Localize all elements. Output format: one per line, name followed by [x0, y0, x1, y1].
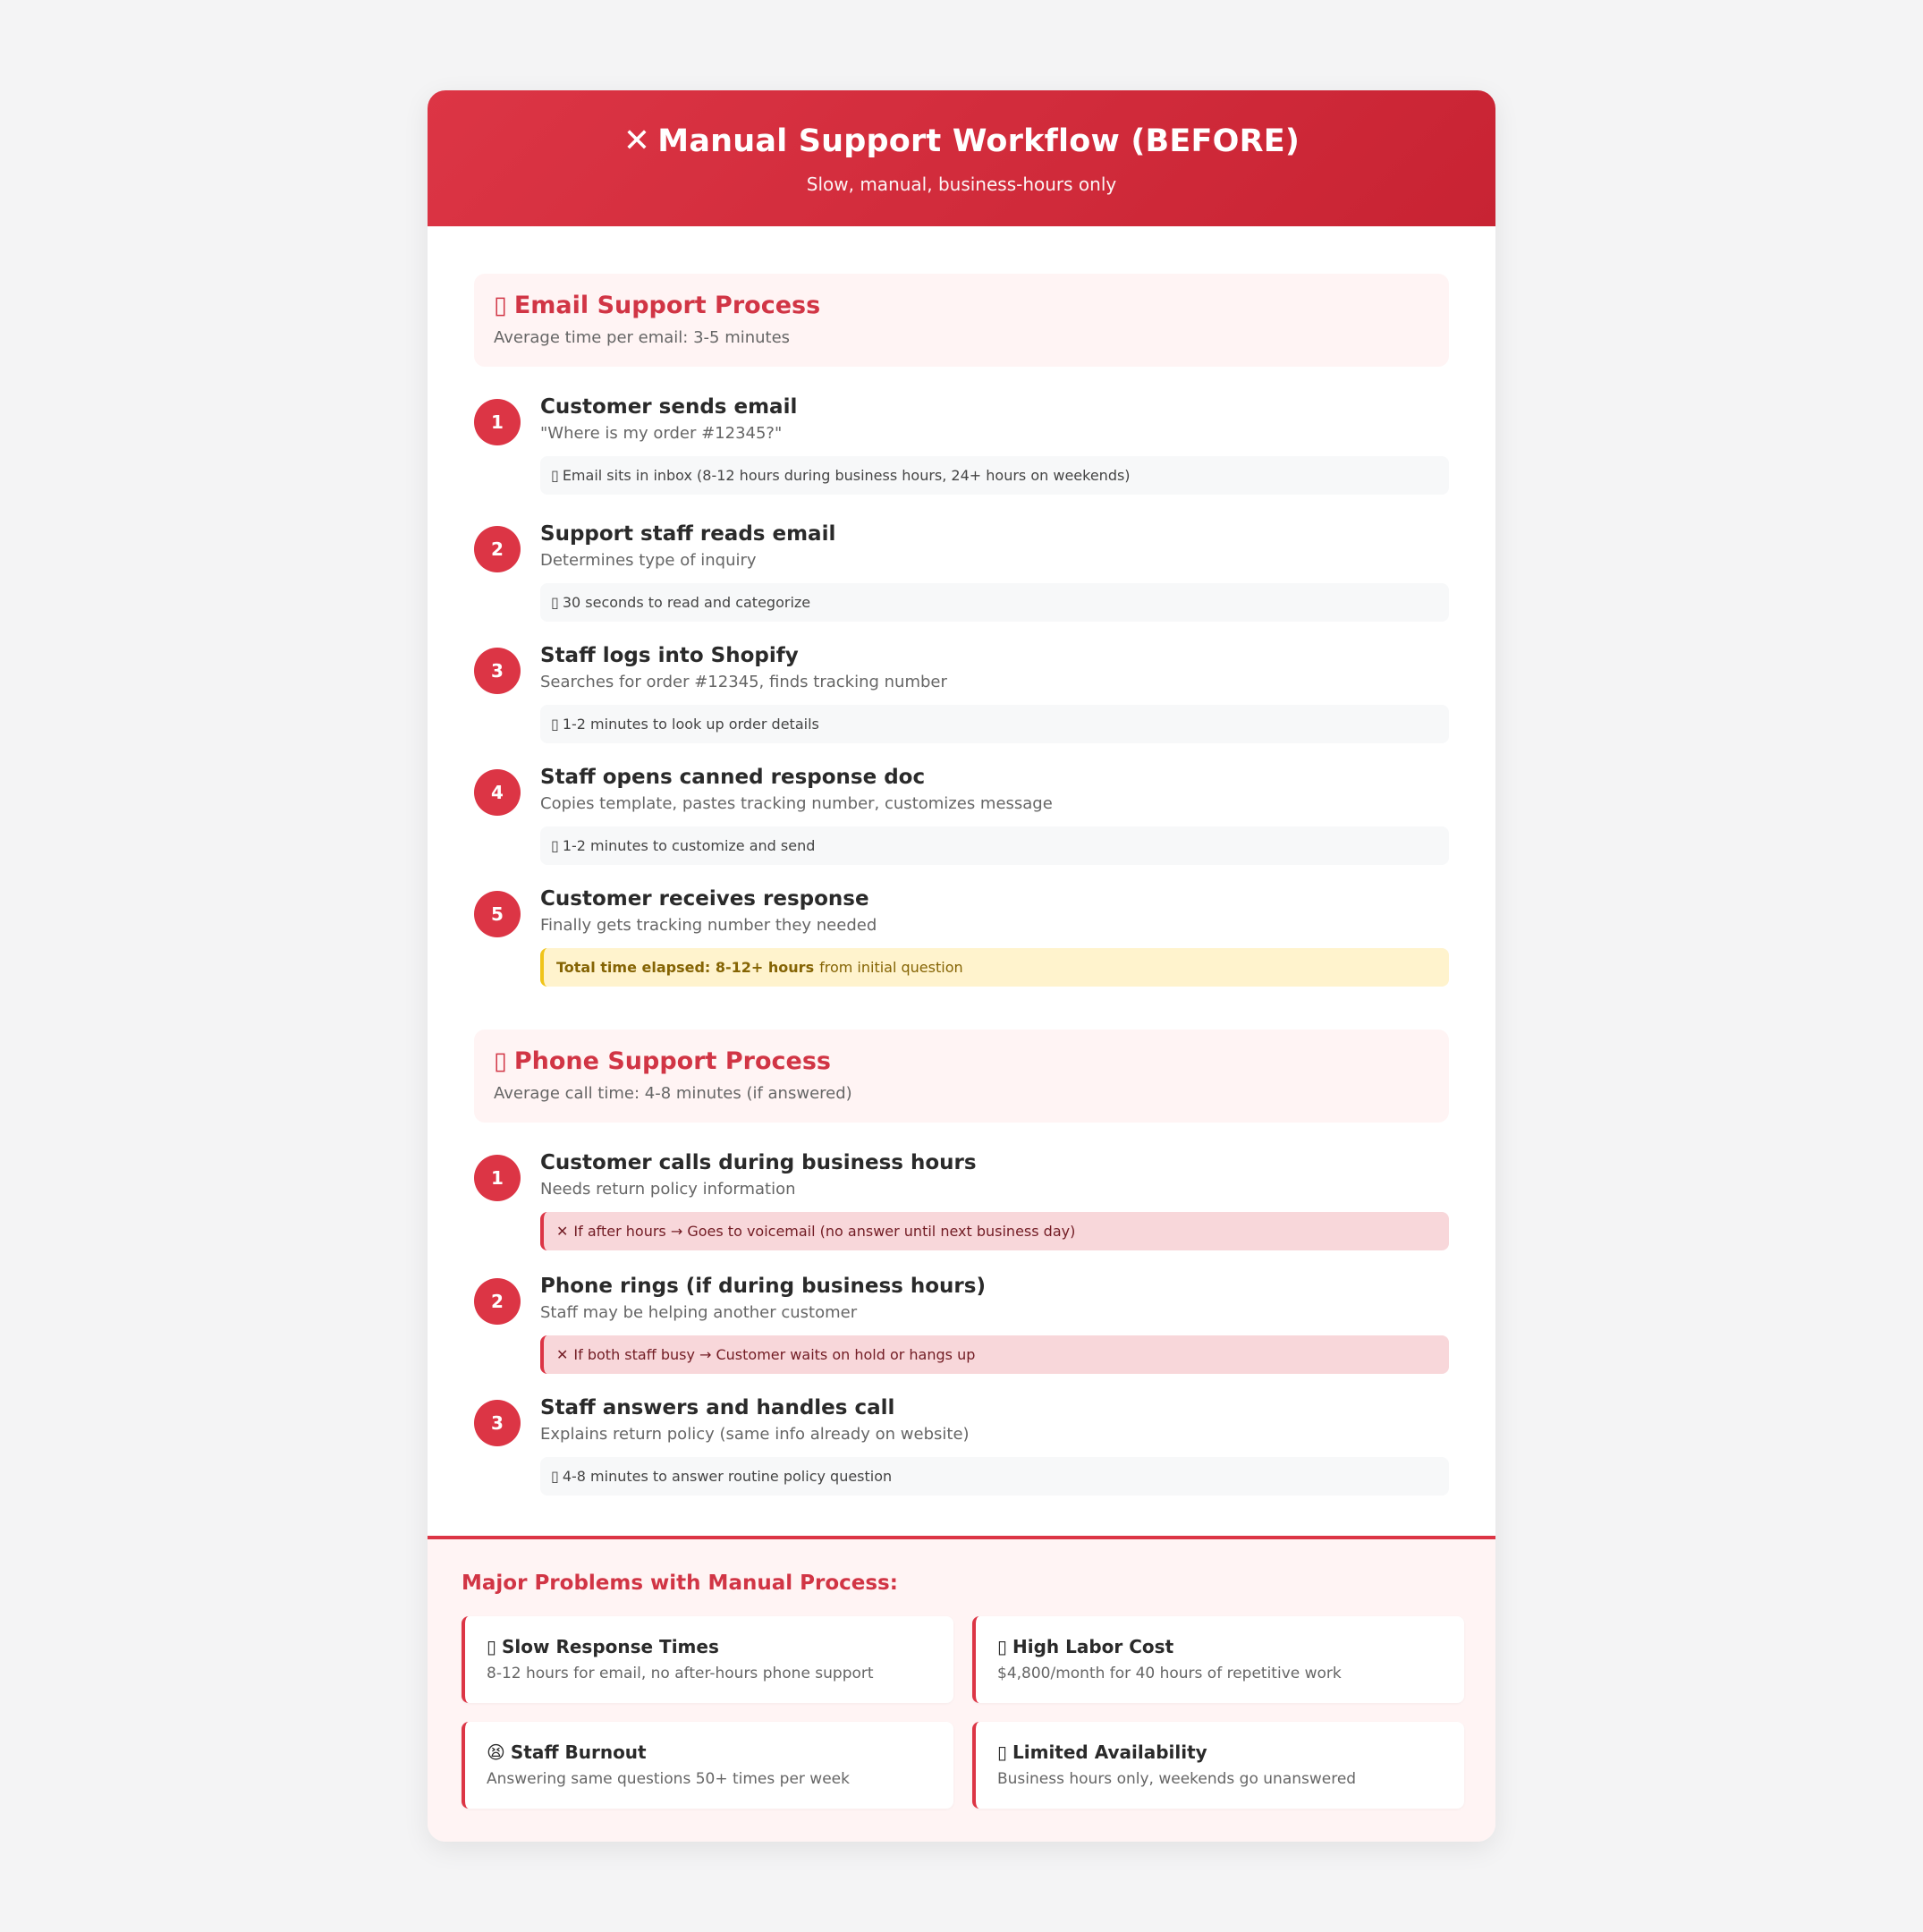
problem-title-text: Limited Availability [1012, 1741, 1207, 1763]
problem-title-text: Staff Burnout [510, 1741, 647, 1763]
problem-title-text: Slow Response Times [502, 1636, 719, 1657]
problem-card [462, 1722, 953, 1809]
step-time-note-text: 1-2 minutes to customize and send [562, 837, 816, 854]
step-title: Staff logs into Shopify [540, 644, 799, 667]
tired-face-icon: 😫 [487, 1741, 505, 1763]
step-time-note [540, 705, 1449, 743]
x-icon: ✕ [556, 1346, 569, 1363]
email-section-title-text: Email Support Process [513, 292, 821, 319]
problem-description: Business hours only, weekends go unanswered [997, 1770, 1357, 1788]
step-time-note [540, 826, 1449, 865]
email-step-3 [474, 642, 1449, 764]
step-description: "Where is my order #12345?" [540, 424, 783, 443]
email-section-header [474, 274, 1449, 367]
clock-icon: ▯ [551, 837, 559, 854]
problems-title: Major Problems with Manual Process: [462, 1572, 898, 1595]
step-warning-text: If both staff busy → Customer waits on hold or hangs up [573, 1346, 976, 1363]
clock-icon: ▯ [551, 467, 559, 484]
phone-section-subtitle: Average call time: 4-8 minutes (if answered) [494, 1084, 852, 1103]
step-warning [540, 1212, 1449, 1250]
email-step-5 [474, 886, 1449, 998]
step-time-note-text: 1-2 minutes to look up order details [562, 716, 819, 733]
phone-step-2 [474, 1273, 1449, 1394]
step-description: Needs return policy information [540, 1180, 796, 1199]
step-number-badge: 4 [474, 769, 521, 816]
step-number-badge: 3 [474, 1400, 521, 1446]
step-number-badge: 5 [474, 891, 521, 937]
page-title [428, 123, 1495, 159]
header-banner [428, 90, 1495, 226]
step-number-badge: 2 [474, 526, 521, 572]
step-description: Determines type of inquiry [540, 551, 757, 570]
x-icon: ✕ [556, 1223, 569, 1240]
problem-card [972, 1616, 1464, 1703]
step-title: Customer calls during business hours [540, 1151, 977, 1174]
email-icon: ▯ [494, 292, 507, 319]
phone-step-3 [474, 1394, 1449, 1507]
step-title: Customer sends email [540, 395, 798, 419]
page-subtitle: Slow, manual, business-hours only [806, 174, 1117, 195]
email-section-subtitle: Average time per email: 3-5 minutes [494, 328, 791, 347]
step-description: Searches for order #12345, finds tracking number [540, 673, 947, 691]
step-time-note [540, 456, 1449, 495]
step-description: Staff may be helping another customer [540, 1303, 858, 1322]
problem-title [997, 1636, 1443, 1657]
step-number-badge: 2 [474, 1278, 521, 1325]
money-icon: ▯ [997, 1636, 1008, 1657]
problem-title [487, 1741, 932, 1763]
step-title: Support staff reads email [540, 522, 836, 546]
step-title: Staff opens canned response doc [540, 766, 926, 789]
problem-title [487, 1636, 932, 1657]
turtle-icon: ▯ [487, 1636, 497, 1657]
phone-section-title [494, 1047, 1429, 1075]
step-time-note [540, 1457, 1449, 1496]
problems-panel [428, 1536, 1495, 1842]
content-area [428, 226, 1495, 1507]
close-x-icon: ✕ [623, 123, 651, 159]
problem-card [972, 1722, 1464, 1809]
step-number-badge: 1 [474, 1155, 521, 1201]
step-number-badge: 1 [474, 399, 521, 445]
step-description: Copies template, pastes tracking number, customizes message [540, 794, 1053, 813]
step-description: Explains return policy (same info already on website) [540, 1425, 970, 1444]
problem-title [997, 1741, 1443, 1763]
phone-icon: ▯ [494, 1047, 507, 1075]
step-time-note-text: 4-8 minutes to answer routine policy question [562, 1468, 893, 1485]
total-time-callout [540, 948, 1449, 987]
problem-description: 8-12 hours for email, no after-hours phone support [487, 1665, 874, 1682]
clock-icon: ▯ [551, 1468, 559, 1485]
problem-title-text: High Labor Cost [1012, 1636, 1174, 1657]
step-title: Phone rings (if during business hours) [540, 1275, 986, 1298]
clock-icon: ▯ [551, 594, 559, 611]
email-step-2 [474, 521, 1449, 642]
phone-steps [474, 1149, 1449, 1507]
phone-section-title-text: Phone Support Process [513, 1047, 831, 1075]
step-warning-text: If after hours → Goes to voicemail (no answer until next business day) [573, 1223, 1076, 1240]
step-time-note-text: 30 seconds to read and categorize [562, 594, 811, 611]
step-time-note-text: Email sits in inbox (8-12 hours during business hours, 24+ hours on weekends) [562, 467, 1131, 484]
calendar-icon: ▯ [997, 1741, 1008, 1763]
problem-card [462, 1616, 953, 1703]
step-time-note [540, 583, 1449, 622]
phone-step-1 [474, 1149, 1449, 1273]
page-title-text: Manual Support Workflow (BEFORE) [657, 123, 1300, 159]
step-description: Finally gets tracking number they needed [540, 916, 877, 935]
step-title: Customer receives response [540, 887, 869, 911]
problem-description: Answering same questions 50+ times per week [487, 1770, 850, 1788]
step-title: Staff answers and handles call [540, 1396, 895, 1419]
email-steps [474, 394, 1449, 998]
email-section-title [494, 292, 1429, 319]
step-warning [540, 1335, 1449, 1374]
problems-grid [462, 1616, 1461, 1809]
workflow-card [428, 90, 1495, 1842]
phone-section-header [474, 1030, 1449, 1123]
email-step-4 [474, 764, 1449, 886]
total-time-label: Total time elapsed: 8-12+ hours [556, 959, 815, 976]
email-step-1 [474, 394, 1449, 521]
clock-icon: ▯ [551, 716, 559, 733]
problem-description: $4,800/month for 40 hours of repetitive work [997, 1665, 1342, 1682]
total-time-suffix: from initial question [819, 959, 963, 976]
step-number-badge: 3 [474, 648, 521, 694]
